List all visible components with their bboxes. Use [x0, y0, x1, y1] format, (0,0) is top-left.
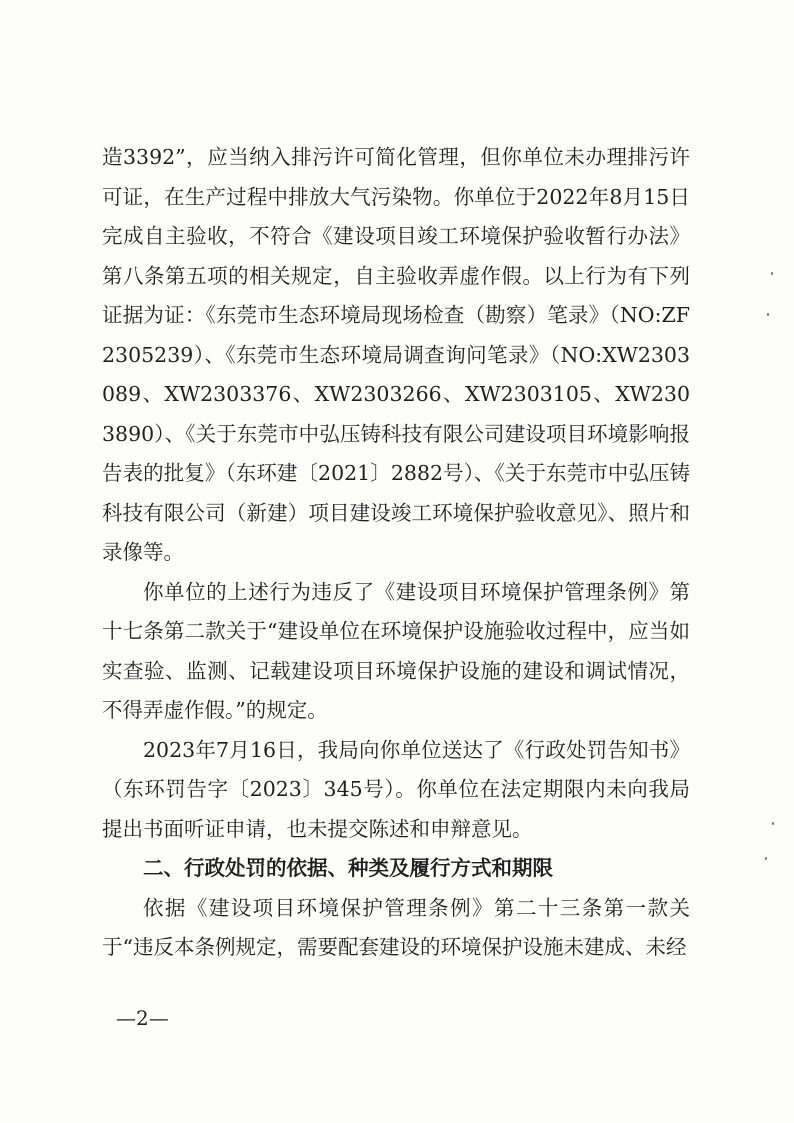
paragraph-evidence: 造3392”，应当纳入排污许可简化管理，但你单位未办理排污许可证，在生产过程中排放大气污染物。你单位于2022年8月15日完成自主验收，不符合《建设项目竣工环境保护验收暂行办法》第八条第五项的相关规定，自主验收弄虚作假。以上行为有下列证据为证：《东莞市生态环境局现场检查（勘察）笔录》（NO:ZF2305239）、《东莞市生态环境局调查询问笔录》（NO:XW2303089、XW2303376、XW2303266、XW2303105、XW2303890）、《关于东莞市中弘压铸科技有限公司建设项目环境影响报告表的批复》（东环建〔2021〕2882号）、《关于东莞市中弘压铸科技有限公司（新建）项目建设竣工环境保护验收意见》、照片和录像等。: [102, 145, 690, 564]
page-number: —2—: [116, 1006, 169, 1030]
scan-speck: [771, 272, 773, 275]
paragraph-notice: 2023年7月16日，我局向你单位送达了《行政处罚告知书》（东环罚告字〔2023〕345号）。你单位在法定期限内未向我局提出书面听证申请，也未提交陈述和申辩意见。: [102, 737, 690, 841]
scan-speck: [772, 822, 774, 825]
document-body: [102, 138, 690, 968]
scan-speck: [765, 857, 767, 860]
scan-speck: [767, 313, 769, 316]
paragraph-violation: 你单位的上述行为违反了《建设项目环境保护管理条例》第十七条第二款关于“建设单位在环境保护设施验收过程中，应当如实查验、监测、记载建设项目环境保护设施的建设和调试情况，不得弄虚作假。”的规定。: [102, 579, 690, 722]
paragraph-basis: 依据《建设项目环境保护管理条例》第二十三条第一款关于“违反本条例规定，需要配套建设的环境保护设施未建成、未经: [102, 895, 690, 959]
section-heading: 二、行政处罚的依据、种类及履行方式和期限: [143, 856, 553, 880]
